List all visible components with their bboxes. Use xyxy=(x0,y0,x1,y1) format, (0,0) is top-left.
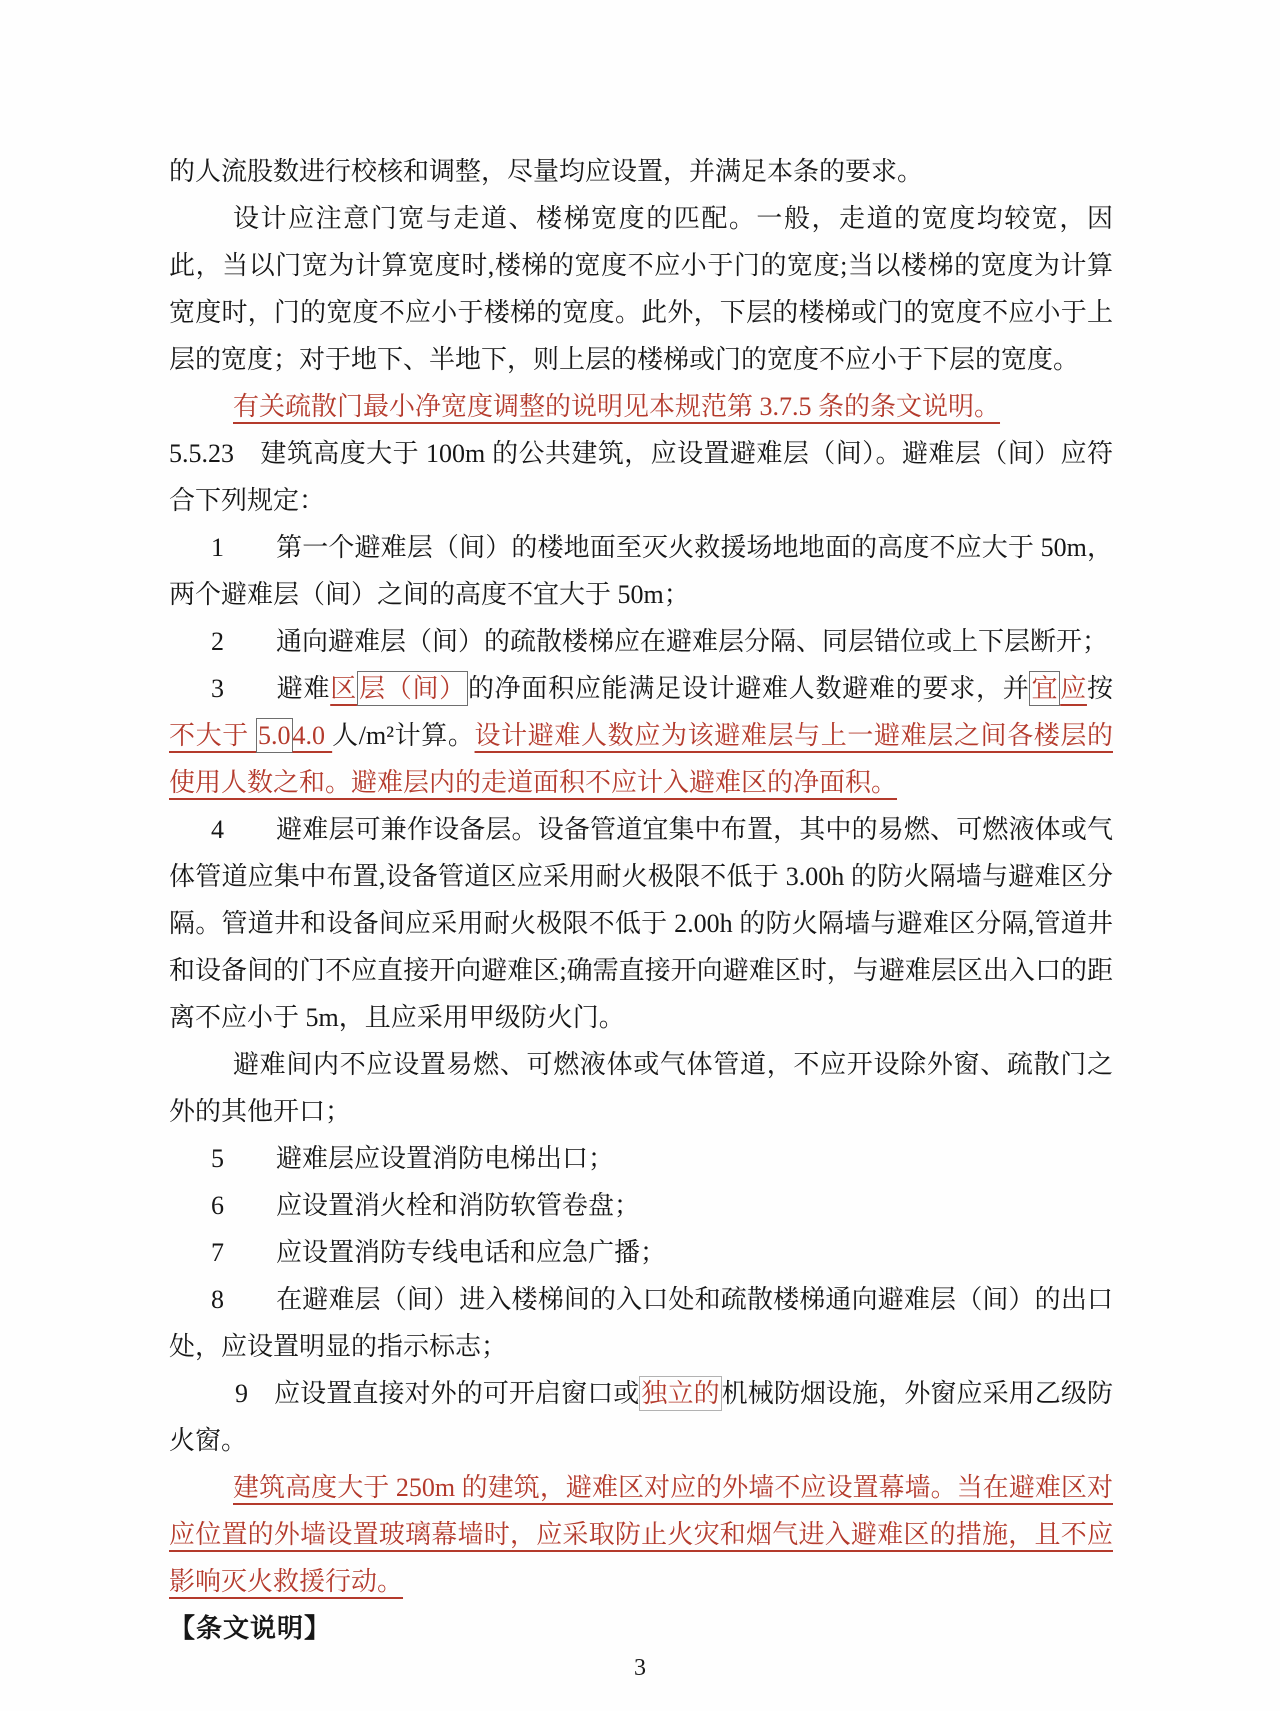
text-run: 的人流股数进行校核和调整，尽量均应设置，并满足本条的要求。 xyxy=(169,157,924,186)
item-5 xyxy=(169,1135,1113,1182)
text-run: 7 应设置消防专线电话和应急广播； xyxy=(211,1238,667,1267)
text-run: 建筑高度大于 250m 的建筑，避难区对应的外墙不应设置幕墙。当在避难区对应位置的外墙设置玻璃幕墙时，应采取防止火灾和烟气进入避难区的措施，且不应影响灭火救援行动。 xyxy=(169,1473,1113,1596)
text-run: 人/m²计算。 xyxy=(332,721,475,750)
text-run: 的净面积应能满足设计避难人数避难的要求，并 xyxy=(467,674,1030,703)
heading-commentary xyxy=(169,1605,1113,1652)
text-run: 2 通向避难层（间）的疏散楼梯应在避难层分隔、同层错位或上下层断开； xyxy=(211,627,1109,656)
item-7 xyxy=(169,1229,1113,1276)
text-run: 设计应注意门宽与走道、楼梯宽度的匹配。一般，走道的宽度均较宽，因此，当以门宽为计算宽度时,楼梯的宽度不应小于门的宽度;当以楼梯的宽度为计算宽度时，门的宽度不应小于楼梯的宽度。此外，下层的楼梯或门的宽度不应小于上层的宽度；对于地下、半地下，则上层的楼梯或门的宽度不应小于下层的宽度。 xyxy=(169,204,1113,374)
text-run: 避难间内不应设置易燃、可燃液体或气体管道，不应开设除外窗、疏散门之外的其他开口； xyxy=(169,1050,1113,1126)
text-run: 区 xyxy=(330,674,357,703)
item-9 xyxy=(169,1370,1113,1464)
text-run: 不大于 xyxy=(169,721,257,750)
text-run: 3 避难 xyxy=(211,674,331,703)
text-run: 设计避难人数应为该避难层与上一避难层之间各楼层的使用人数之和。避难层内的走道面积不应计入避难区的净面积。 xyxy=(169,721,1113,797)
text-run: 应 xyxy=(1060,674,1087,703)
text-run: 机械防烟设施，外窗应采用乙级防火窗。 xyxy=(169,1379,1113,1455)
item-3 xyxy=(169,665,1113,806)
text-run: 5 避难层应设置消防电梯出口； xyxy=(211,1144,615,1173)
text-run: 5.5.23 建筑高度大于 100m 的公共建筑，应设置避难层（间）。避难层（间）应符合下列规定： xyxy=(169,439,1113,515)
para-250m-curtain-wall xyxy=(169,1464,1113,1605)
page-number: 3 xyxy=(634,1655,646,1681)
note-min-clear-width xyxy=(169,383,1113,430)
clause-5-5-23 xyxy=(169,430,1113,524)
text-run: 5.0 xyxy=(256,718,293,753)
text-run: 按 xyxy=(1086,674,1113,703)
text-run: 有关疏散门最小净宽度调整的说明见本规范第 3.7.5 条的条文说明。 xyxy=(233,392,1001,421)
text-run: 1 第一个避难层（间）的楼地面至灭火救援场地地面的高度不应大于 50m，两个避难层（间）之间的高度不宜大于 50m； xyxy=(169,533,1113,609)
text-run: 8 在避难层（间）进入楼梯间的入口处和疏散楼梯通向避难层（间）的出口处，应设置明显的指示标志； xyxy=(169,1285,1113,1361)
item-2 xyxy=(169,618,1113,665)
para-refuge-room-openings xyxy=(169,1041,1113,1135)
text-run: 【条文说明】 xyxy=(169,1613,332,1643)
text-run: 宜 xyxy=(1029,671,1060,706)
para-continuation xyxy=(169,148,1113,195)
item-6 xyxy=(169,1182,1113,1229)
text-run: 4.0 xyxy=(292,721,333,750)
text-run: 层（间） xyxy=(357,671,468,706)
item-1 xyxy=(169,524,1113,618)
item-4 xyxy=(169,806,1113,1041)
text-run: 9 应设置直接对外的可开启窗口或 xyxy=(235,1379,640,1408)
text-run: 6 应设置消火栓和消防软管卷盘； xyxy=(211,1191,641,1220)
item-8 xyxy=(169,1276,1113,1370)
text-run: 独立的 xyxy=(639,1376,721,1411)
para-door-width-design xyxy=(169,195,1113,383)
text-run: 4 避难层可兼作设备层。设备管道宜集中布置，其中的易燃、可燃液体或气体管道应集中布置,设备管道区应采用耐火极限不低于 3.00h 的防火隔墙与避难区分隔。管道井和设备间应采用耐火极限不低于 2.00h 的防火隔墙与避难区分隔,管道井和设备间的门不应直接开向避难区;确需直接开向避难区时，与避难层区出入口的距离不应小于 5m，且应采用甲级防火门。 xyxy=(169,815,1113,1032)
